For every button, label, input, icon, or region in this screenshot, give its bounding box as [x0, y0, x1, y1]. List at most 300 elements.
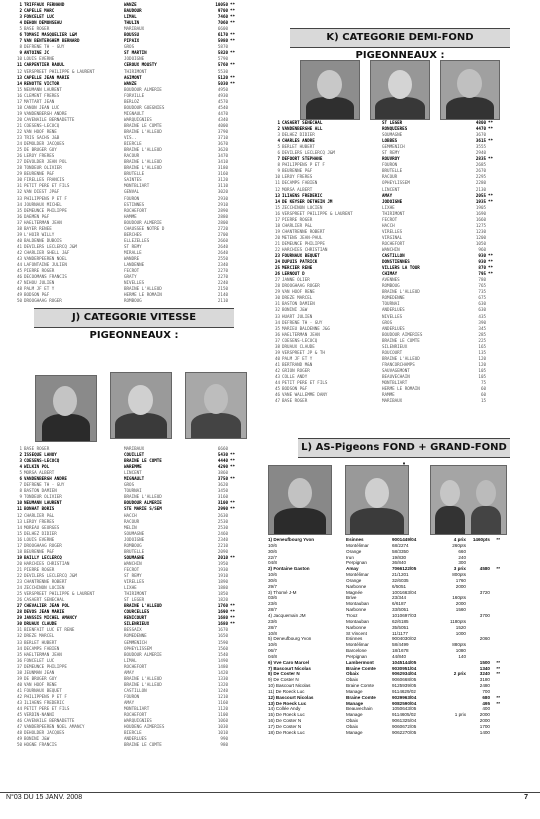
ranking-name: LEROY FRERES	[24, 518, 55, 524]
ranking-rank: 21	[16, 566, 22, 572]
ranking-points: 1200	[475, 234, 486, 240]
ranking-points: 5790	[217, 56, 228, 62]
fond-entry: 17) De Coster N	[268, 724, 302, 729]
ranking-name: CASAERT SENECHAL	[24, 597, 65, 603]
fond-place: Montélimar	[346, 642, 369, 648]
ranking-name: VAN HOOF RENE	[24, 128, 57, 134]
ranking-rank: 36	[274, 331, 280, 337]
ranking-list-left-top	[12, 2, 252, 304]
ranking-city: WARQUIGNIES	[124, 116, 152, 122]
fond-points: 495	[482, 700, 490, 706]
ranking-points: 60	[480, 392, 486, 398]
ranking-city: RACOUR	[124, 518, 140, 524]
ranking-points: 2550	[217, 255, 228, 261]
ranking-city: HACCH	[382, 222, 395, 228]
fond-place: Magnée	[346, 589, 363, 595]
ranking-city: ANDERLUES	[382, 325, 405, 331]
ranking-city: GEMMENICH	[382, 144, 405, 150]
fond-points: 400	[482, 706, 490, 712]
ranking-city: FOURON	[124, 693, 140, 699]
ranking-city: BEAUVECHAIN	[382, 373, 410, 379]
ranking-points: 675	[478, 295, 486, 301]
fond-prize	[444, 730, 466, 736]
ranking-stars: **	[488, 192, 494, 198]
ranking-points: 1160	[217, 699, 228, 705]
fond-points: 3240	[479, 671, 490, 677]
ranking-name: VAN BENTERGHEM BERNARD	[24, 38, 80, 44]
fond-prize: 2000	[455, 601, 466, 607]
ranking-city: STE MARIE S/SEM	[124, 506, 162, 512]
fond-points: 2060	[479, 636, 490, 642]
ranking-city: TOURNAI	[382, 301, 400, 307]
ranking-rank: 30	[16, 621, 22, 627]
ranking-stars: **	[230, 603, 236, 609]
ranking-rank: 25	[16, 147, 22, 153]
ranking-name: FOURNAUX BEQUET	[24, 687, 62, 693]
winner-photo-2	[110, 372, 172, 439]
ranking-points: 165	[478, 343, 486, 349]
ranking-name: DREZE MARCEL	[282, 295, 313, 301]
ranking-points: 2800	[217, 219, 228, 225]
fond-prize: 1000	[455, 630, 466, 636]
ranking-name: GRION ROGER	[282, 367, 310, 373]
fond-points: 700	[482, 688, 490, 694]
ranking-points: 1690	[217, 609, 228, 615]
ranking-city: MIGNAULT	[124, 476, 145, 482]
ranking-city: AMAY	[124, 699, 135, 705]
ranking-rank: 28	[16, 609, 22, 615]
ranking-rank: 38	[274, 343, 280, 349]
winner-photo-9	[430, 465, 507, 535]
fond-stars: **	[496, 671, 500, 677]
ranking-rank: 14	[16, 524, 22, 530]
ranking-city: ROMBOUG	[124, 298, 142, 304]
ranking-rank: 46	[16, 274, 22, 280]
ranking-points: 2880	[217, 213, 228, 219]
ranking-name: FONCELET LUC	[24, 657, 55, 663]
ranking-stars: **	[230, 452, 236, 458]
ranking-points: 980	[220, 742, 228, 748]
ranking-points: 1905	[475, 204, 486, 210]
ranking-rank: 5	[19, 470, 22, 476]
ranking-points: 1690	[475, 210, 486, 216]
ranking-points: 7460	[217, 14, 228, 20]
ranking-points: 2640	[217, 243, 228, 249]
fond-place: Perpignan	[346, 653, 367, 659]
ranking-rank: 9	[19, 494, 22, 500]
ranking-city: ROMEDENNE	[382, 295, 405, 301]
ranking-rank: 6	[277, 150, 280, 156]
section-title-k: K) CATEGORIE DEMI-FOND PIGEONNEAUX :	[290, 28, 510, 48]
ranking-name: COESENS-LECOCQ	[282, 337, 318, 343]
fond-place: Lambermont	[346, 659, 374, 665]
ranking-name: HUART JULIEN	[282, 313, 313, 319]
ranking-points: 5120	[217, 74, 228, 80]
ranking-name: CLEMENT FRERES	[24, 92, 60, 98]
ranking-name: DRUAUX CLAUDE	[24, 621, 57, 627]
ranking-row	[12, 742, 252, 748]
ranking-points: 105	[478, 373, 486, 379]
fond-ring-or-result: 9114629/02	[392, 688, 416, 694]
ranking-rank: 44	[16, 706, 22, 712]
ranking-name: VERSPREET PHILIPPE & LAURENT	[24, 591, 95, 597]
ranking-city: WAREMME	[124, 464, 142, 470]
ranking-points: 1490	[217, 657, 228, 663]
ranking-rank: 32	[16, 633, 22, 639]
ranking-rank: 19	[16, 110, 22, 116]
ranking-points: 1330	[217, 675, 228, 681]
ranking-name: VANDENBERGHE ALL	[282, 126, 323, 132]
ranking-name: BERLET HUBERT	[282, 144, 315, 150]
ranking-name: LOUIS EVERNE	[24, 536, 55, 542]
ranking-rank: 18	[16, 548, 22, 554]
ranking-city: RAMME	[382, 392, 395, 398]
ranking-name: DEFOORT STEPHANE	[282, 156, 323, 162]
ranking-name: RENOTTE VICTOR	[24, 80, 60, 86]
ranking-name: PHILIPPENS P ET F	[282, 162, 325, 168]
ranking-name: DREZE MARCEL	[24, 633, 55, 639]
ranking-name: ZECCHINON LUCIEN	[282, 204, 323, 210]
ranking-points: 4470	[475, 126, 486, 132]
ranking-points: 1480	[217, 663, 228, 669]
ranking-city: WANDRE	[124, 255, 140, 261]
ranking-name: PIERRE ROGER	[282, 216, 313, 222]
ranking-points: 2930	[217, 195, 228, 201]
ranking-city: NIVELLES	[124, 280, 145, 286]
ranking-name: DUPUIS PATRICK	[282, 259, 318, 265]
ranking-rank: 48	[16, 730, 22, 736]
ranking-points: 105	[478, 367, 486, 373]
ranking-points: 1060	[217, 718, 228, 724]
fond-entry: 30/6	[268, 577, 277, 583]
fond-points: 4580	[479, 566, 490, 572]
ranking-city: HERME LE ROMAIN	[124, 292, 162, 298]
ranking-points: 1760	[217, 603, 228, 609]
ranking-rank: 44	[274, 380, 280, 386]
ranking-rank: 49	[16, 292, 22, 298]
ranking-stars: **	[230, 476, 236, 482]
ranking-rank: 35	[274, 325, 280, 331]
ranking-points: 2990	[217, 506, 228, 512]
ranking-name: PETIT PERE ET FILS	[24, 183, 70, 189]
ranking-points: 2670	[475, 168, 486, 174]
ranking-name: VERSPREET JP & TH	[282, 349, 325, 355]
ranking-points: 2340	[217, 262, 228, 268]
ranking-city: CHAUSSEE NOTRE D	[124, 225, 165, 231]
ranking-rank: 2	[19, 8, 22, 14]
ranking-name: DAEMEN P&F	[24, 213, 50, 219]
ranking-city: BRAINE L'ALLEUD	[382, 355, 420, 361]
fond-points: 2000	[479, 712, 490, 718]
ranking-stars: **	[230, 609, 236, 615]
ranking-name: COESENS-LECOCQ	[24, 122, 60, 128]
ranking-city: LIMAL	[124, 14, 137, 20]
ranking-name: COLLE ANDY	[282, 373, 308, 379]
ranking-rank: 45	[16, 268, 22, 274]
ranking-stars	[228, 298, 242, 304]
ranking-rank: 46	[274, 392, 280, 398]
ranking-rank: 14	[16, 80, 22, 86]
fond-ring-or-result: 9030951/04	[392, 665, 417, 671]
ranking-city: FOURON	[382, 162, 398, 168]
ranking-points: 1540	[217, 651, 228, 657]
ranking-city: BRAINE L'ALLEUD	[124, 165, 162, 171]
ranking-points: 780	[478, 277, 486, 283]
ranking-points: 1010	[217, 730, 228, 736]
ranking-rank: 35	[16, 207, 22, 213]
ranking-city: VILLERS LA TOUR	[382, 265, 420, 271]
ranking-points: 630	[478, 301, 486, 307]
ranking-points: 6170	[217, 32, 228, 38]
ranking-name: DEFRENE TH - GUY	[282, 319, 323, 325]
ranking-rank: 30	[274, 295, 280, 301]
fond-place: Orange	[346, 577, 362, 583]
fond-prize: 2000	[455, 583, 466, 589]
ranking-name: DECAMPS FABIEN	[24, 645, 60, 651]
ranking-rank: 43	[274, 373, 280, 379]
fond-entry: 18) De Roeck Luc	[268, 729, 305, 735]
fond-stars: **	[496, 694, 500, 700]
ranking-stars: **	[230, 14, 236, 20]
fond-ring-or-result: 18/1678	[392, 648, 409, 654]
ranking-rank: 4	[19, 464, 22, 470]
ranking-rank: 21	[16, 122, 22, 128]
ranking-points: 1850	[217, 591, 228, 597]
ranking-city: BRAINE LE COMTE	[124, 458, 162, 464]
ranking-points: 1050	[475, 240, 486, 246]
ranking-stars: **	[230, 32, 236, 38]
ranking-name: VANDERPEEREN NOEL	[24, 255, 67, 261]
ranking-points: 2835	[475, 156, 486, 162]
fond-points: 3720	[479, 589, 490, 595]
ranking-name: PIERRE ROGER	[24, 268, 55, 274]
fond-entry: 23/6	[268, 618, 277, 624]
fond-ring-or-result: 19/830	[392, 554, 407, 560]
ranking-points: 2110	[217, 298, 228, 304]
ranking-rank: 34	[16, 201, 22, 207]
ranking-name: DEVOLDER JEAN POL	[24, 159, 67, 165]
ranking-name: MORSA ALBERT	[282, 186, 313, 192]
fond-entry: 15) De Roeck Luc	[268, 712, 305, 718]
ranking-stars: **	[488, 253, 494, 259]
ranking-stars: **	[488, 120, 494, 125]
fond-entry: 14) Collée Andy	[268, 706, 301, 712]
ranking-city: MONTBLIART	[124, 706, 150, 712]
ranking-name: BEURENNE P&F	[24, 171, 55, 177]
ranking-rank: 12	[274, 186, 280, 192]
ranking-city: BRAINE L'ALLEUD	[124, 286, 162, 292]
fond-prize: 1080	[455, 648, 466, 654]
ranking-points: 285	[478, 331, 486, 337]
ranking-list-left-bottom	[12, 446, 252, 748]
ranking-city: LANDENNE	[124, 262, 145, 268]
ranking-points: 390	[478, 319, 486, 325]
ranking-name: HAELTERMAN JEAN	[24, 219, 62, 225]
ranking-points: 1320	[217, 681, 228, 687]
fond-place: Obaix	[346, 724, 359, 729]
ranking-rank: 22	[16, 128, 22, 134]
ranking-city: RACOUR	[124, 153, 140, 159]
ranking-name: TRIS SACHS J&B	[24, 135, 60, 141]
ranking-row	[12, 298, 252, 304]
ranking-rank: 30	[16, 177, 22, 183]
fond-entry: 10/6	[268, 572, 277, 578]
ranking-name: VANDERPEEREN NOEL AMANCY	[24, 724, 85, 730]
ranking-name: CAPELLE MARC	[24, 8, 55, 14]
ranking-name: COESENS-LECOCQ	[24, 458, 60, 464]
ranking-city: BRUTELLE	[124, 548, 145, 554]
ranking-points: 4440	[217, 458, 228, 464]
fond-prize: 240	[458, 554, 466, 560]
ranking-rank: 36	[16, 213, 22, 219]
ranking-stars: **	[488, 126, 494, 132]
ranking-points: 5530	[217, 68, 228, 74]
page-number: 7	[524, 794, 528, 801]
ranking-rank: 21	[274, 240, 280, 246]
ranking-rank: 27	[274, 277, 280, 283]
ranking-rank: 15	[274, 204, 280, 210]
ranking-rank: 43	[16, 699, 22, 705]
ranking-name: DRUAUX CLAUDE	[282, 343, 315, 349]
ranking-points: 1120	[217, 706, 228, 712]
ranking-name: BASE ROGER	[24, 26, 50, 32]
fond-ring-or-result: 9004030/02	[392, 636, 417, 642]
ranking-name: FOURNAUX BEQUET	[282, 253, 320, 259]
ranking-rank: 26	[274, 271, 280, 277]
ranking-city: BRAINE LE COMTE	[124, 742, 162, 748]
ranking-points: 2460	[217, 530, 228, 536]
ranking-name: CAVENAILE BERNADETTE	[24, 116, 75, 122]
fond-row	[268, 730, 516, 736]
ranking-city: MARIBAUX	[124, 446, 145, 451]
ranking-rank: 3	[277, 132, 280, 138]
section-title-j: J) CATEGORIE VITESSE PIGEONNEAUX :	[34, 308, 234, 328]
ranking-city: SOUMAGNE	[124, 530, 145, 536]
ranking-city: BRAINE L'ALLEUD	[124, 159, 162, 165]
ranking-points: 2660	[217, 237, 228, 243]
ranking-points: 5980	[217, 38, 228, 44]
ranking-city: BOUDOUR ALMERIE	[124, 500, 162, 506]
ranking-name: BODSON P&F	[24, 292, 50, 298]
fond-prize: 3 prix	[453, 566, 466, 572]
ranking-points: 1030	[217, 724, 228, 730]
ranking-city: THIRIMONT	[382, 210, 405, 216]
ranking-city: BOUDOUR ALMERIE	[124, 651, 162, 657]
fond-entry: 7) Bascourt Nicolas	[268, 665, 311, 671]
fond-stars: **	[496, 537, 500, 542]
fond-points: 3700	[479, 612, 490, 618]
fond-place: Esinnes	[346, 636, 363, 642]
fond-prize: 2 prix	[453, 671, 466, 677]
fond-entry: 16) De Coster N	[268, 718, 302, 724]
ranking-name: TONDEUR OLIVIER	[24, 165, 62, 171]
ranking-stars: **	[488, 265, 494, 271]
fond-prize: 880pts	[452, 642, 466, 648]
ranking-points: 930	[478, 259, 486, 265]
ranking-points: 2640	[217, 249, 228, 255]
ranking-city: BRAINE L'ALLEUD	[124, 675, 162, 681]
ranking-stars: **	[230, 458, 236, 464]
ranking-city: WANZE	[124, 2, 137, 7]
ranking-name: BAILLY LECLERCQ	[24, 554, 62, 560]
ranking-rank: 20	[274, 234, 280, 240]
ranking-city: BAUDOUR	[124, 8, 142, 14]
ranking-city: SOUMAGNE	[382, 132, 403, 138]
ranking-city: CEROUX MOUSTY	[124, 62, 157, 68]
ranking-rank: 35	[16, 651, 22, 657]
ranking-points: 4540	[217, 104, 228, 110]
ranking-rank: 12	[16, 68, 22, 74]
fond-points: 1700	[479, 724, 490, 729]
winner-photo-1	[35, 375, 97, 442]
ranking-rank: 32	[16, 189, 22, 195]
ranking-name: DROOGHAAG ROGER	[24, 298, 62, 304]
fond-place: St Vincent	[346, 630, 367, 636]
ranking-city: OPHEYLISSEM	[382, 180, 410, 186]
fond-ring-or-result: 62/6185	[392, 618, 409, 624]
ranking-city: SAINTES	[124, 177, 142, 183]
ranking-name: DEFRENE TH - GUY	[24, 482, 65, 488]
ranking-name: BONINI J&W	[24, 736, 50, 742]
ranking-city: GENVAL	[124, 189, 140, 195]
ranking-name: DE BRUGER GUY	[24, 675, 57, 681]
ranking-rank: 39	[16, 675, 22, 681]
ranking-points: 2270	[217, 268, 228, 274]
ranking-points: 1650	[217, 633, 228, 639]
ranking-city: ST REMY	[124, 243, 142, 249]
ranking-city: HERME LE ROMAIN	[382, 386, 420, 392]
ranking-city: BOUDOUR GOEGNIES	[124, 104, 165, 110]
ranking-points: 4800	[475, 120, 486, 125]
ranking-stars: **	[488, 156, 494, 162]
fond-entry: 10/8	[268, 630, 277, 636]
ranking-points: 2270	[217, 274, 228, 280]
ranking-points: 60	[480, 386, 486, 392]
ranking-city: AVENNES	[382, 277, 400, 283]
ranking-name: DELHEZ DIDIER	[282, 132, 315, 138]
ranking-points: 9700	[217, 8, 228, 14]
ranking-rank: 6	[19, 476, 22, 482]
ranking-city: GROS	[124, 482, 135, 488]
ranking-rank: 34	[274, 319, 280, 325]
ranking-points: 2910	[217, 201, 228, 207]
ranking-city: COURCELLES	[124, 609, 150, 615]
ranking-city: FECROT	[124, 268, 140, 274]
ranking-stars: **	[230, 74, 236, 80]
ranking-name: DEVILERS LECLERCQ J&M	[24, 572, 77, 578]
ranking-stars: **	[230, 500, 236, 506]
ranking-rank: 11	[16, 506, 22, 512]
ranking-rank: 20	[16, 116, 22, 122]
ranking-rank: 2	[19, 452, 22, 458]
ranking-rank: 15	[16, 86, 22, 92]
fond-place: Amay	[346, 566, 359, 572]
ranking-name: MORSA ALBERT	[24, 470, 55, 476]
fond-place: Barcelone	[346, 648, 367, 654]
ranking-points: 3110	[217, 183, 228, 189]
ranking-points: 2210	[217, 542, 228, 548]
ranking-city: CASTILLON	[382, 253, 405, 259]
ranking-name: BONHAT BORIS	[24, 506, 55, 512]
ranking-stars: **	[230, 554, 236, 560]
ranking-city: BERCHES	[124, 231, 142, 237]
ranking-name: VANDENBERGH ANDRE	[24, 110, 67, 116]
fond-ring-or-result: 6/6187	[392, 601, 407, 607]
ranking-rank: 13	[274, 192, 280, 198]
fond-ring-or-result: 9060668/05	[392, 677, 417, 683]
ranking-points: 5760	[217, 62, 228, 68]
ranking-name: CARPENTIER RAOUL	[24, 62, 65, 68]
